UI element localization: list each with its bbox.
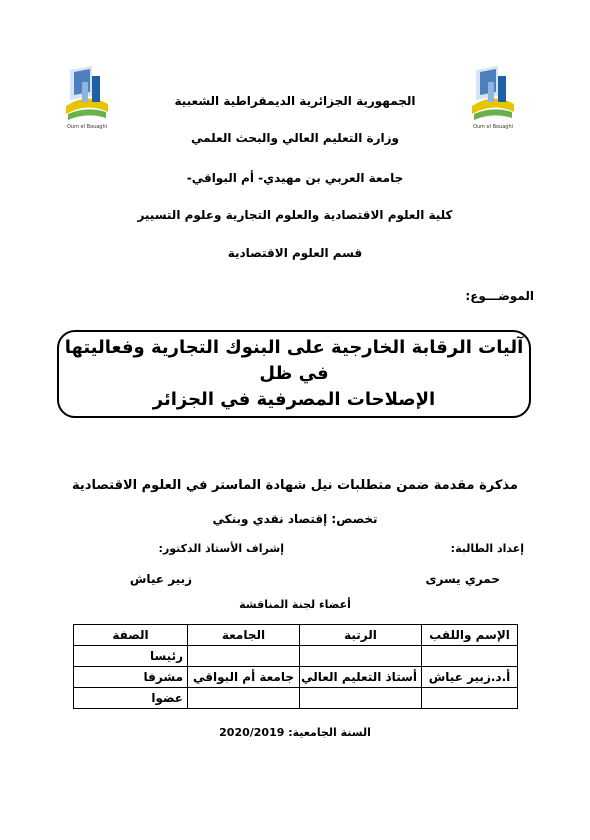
cell-role: رئيسا: [74, 646, 188, 667]
cell-rank: [300, 646, 422, 667]
academic-year-value: 2020/2019: [219, 726, 285, 739]
cell-rank: أستاذ التعليم العالي: [300, 667, 422, 688]
table-row: [74, 688, 518, 709]
cell-university: [188, 688, 300, 709]
header-rank: الرتبة: [300, 625, 422, 646]
university-line: جامعة العربي بن مهيدي- أم البواقي-: [186, 171, 404, 185]
ministry-line: وزارة التعليم العالي والبحث العلمي: [190, 131, 400, 145]
thesis-title-box: [57, 330, 531, 418]
logo-caption-left: Oum el Bouaghi: [66, 124, 108, 130]
student-name: حمري يسرى: [425, 572, 500, 586]
thesis-description: مذكرة مقدمة ضمن متطلبات نيل شهادة الماستر في العلوم الاقتصادية: [72, 478, 518, 493]
committee-title: أعضاء لجنة المناقشة: [239, 598, 351, 611]
table-row: [74, 646, 518, 667]
department-line: قسم العلوم الاقتصادية: [227, 246, 363, 260]
cell-name: [422, 688, 518, 709]
academic-year-label: السنة الجامعية:: [288, 726, 371, 739]
academic-year: [0, 726, 590, 739]
thesis-specialty: تخصص: إقتصاد نقدي وبنكي: [212, 512, 378, 526]
header-university: الجامعة: [188, 625, 300, 646]
cell-name: أ.د.زبير عياش: [422, 667, 518, 688]
supervisor-name: زبير عياش: [129, 572, 192, 586]
cell-rank: [300, 688, 422, 709]
republic-line: الجمهورية الجزائرية الديمقراطية الشعبية: [174, 94, 416, 108]
cell-university: [188, 646, 300, 667]
table-header-row: [74, 625, 518, 646]
header-role: الصفة: [74, 625, 188, 646]
thesis-title-line-1: آليات الرقابة الخارجية على البنوك التجارية وفعاليتها في ظل: [64, 337, 524, 384]
subject-label: الموضـــوع:: [465, 289, 534, 303]
cell-name: [422, 646, 518, 667]
cell-role: مشرفا: [74, 667, 188, 688]
header-name: الإسم واللقب: [422, 625, 518, 646]
cell-role: عضوا: [74, 688, 188, 709]
faculty-line: كلية العلوم الاقتصادية والعلوم التجارية وعلوم التسيير: [137, 208, 453, 222]
committee-table: [73, 624, 518, 709]
cell-university: جامعة أم البواقي: [188, 667, 300, 688]
student-label: إعداد الطالبة:: [450, 542, 524, 555]
table-row: [74, 667, 518, 688]
thesis-title-line-2: الإصلاحات المصرفية في الجزائر: [152, 389, 436, 410]
supervisor-label: إشراف الأستاذ الدكتور:: [158, 542, 284, 555]
logo-caption-right: Oum el Bouaghi: [472, 124, 514, 130]
